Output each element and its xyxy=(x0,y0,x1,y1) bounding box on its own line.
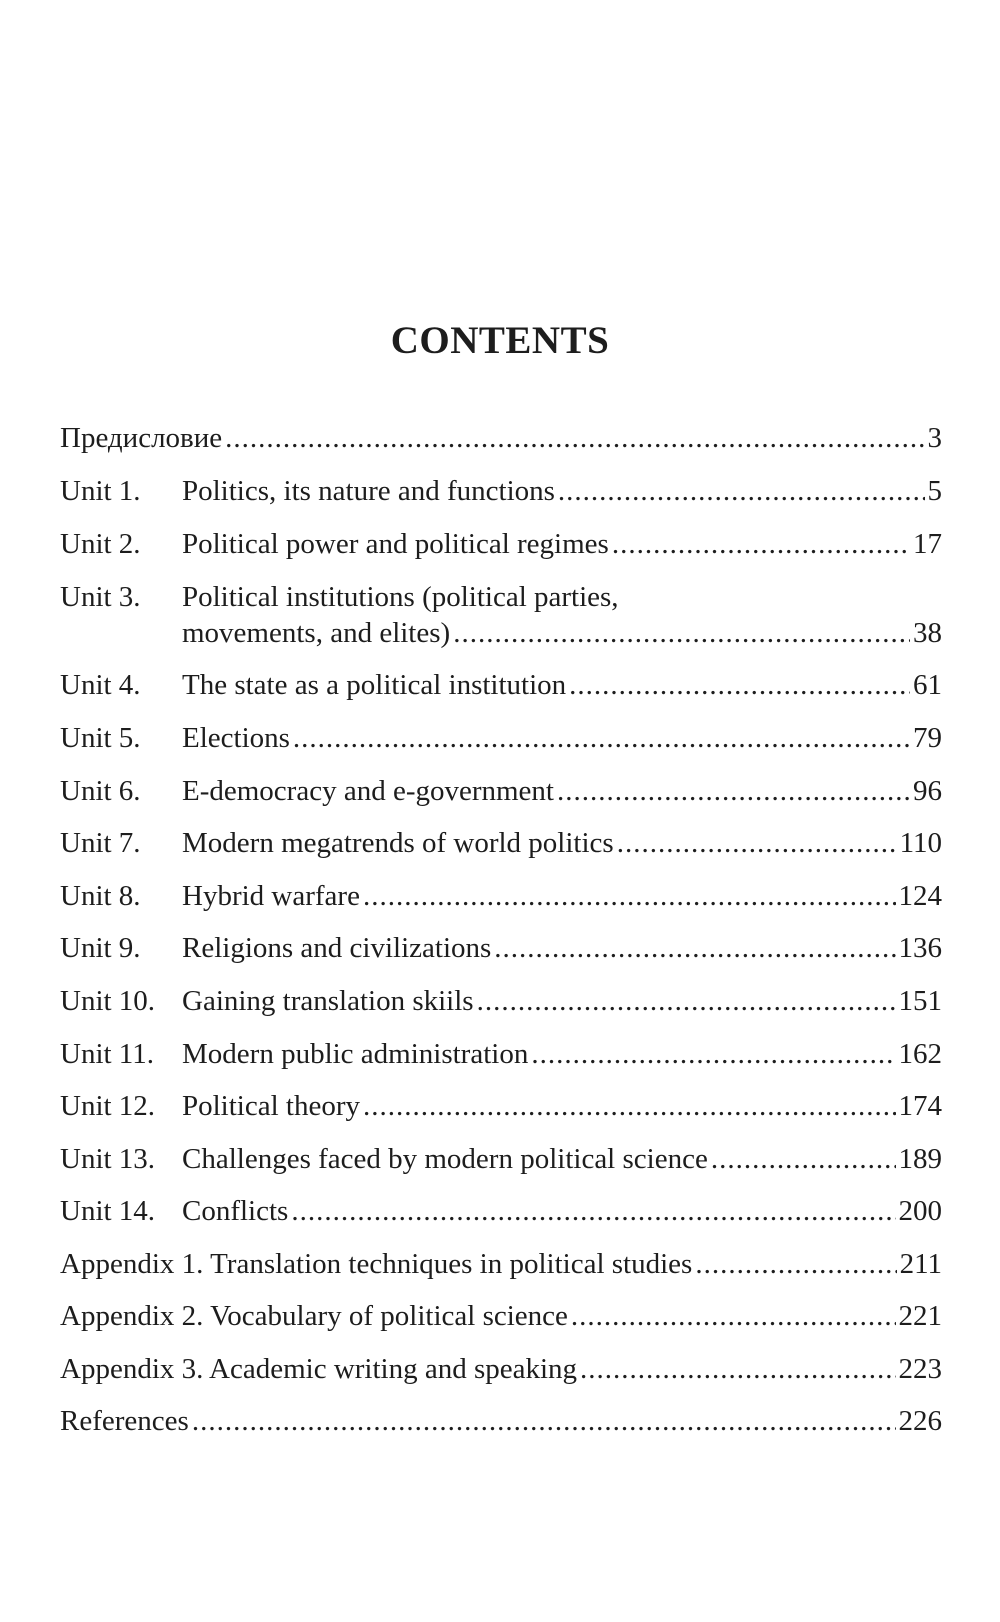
toc-entry-title: E-democracy and e-government xyxy=(182,775,554,807)
toc-entry-page: 17 xyxy=(913,528,942,560)
toc-entry-title: Appendix 2. Vocabulary of political science xyxy=(60,1300,568,1332)
toc-entry-label: Unit 4. xyxy=(60,669,141,701)
toc-entry-unit-3[interactable] xyxy=(60,579,942,651)
toc-entry-unit-13[interactable] xyxy=(60,1141,942,1177)
dot-leader xyxy=(293,720,910,756)
toc-entry-title: Appendix 1. Translation techniques in political studies xyxy=(60,1248,693,1280)
toc-entry-page: 136 xyxy=(898,932,942,964)
toc-entry-title: movements, and elites) xyxy=(182,617,451,649)
toc-entry-unit-9[interactable] xyxy=(60,930,942,966)
toc-entry-page: 223 xyxy=(898,1353,942,1385)
dot-leader xyxy=(695,1246,896,1282)
dot-leader xyxy=(494,930,895,966)
toc-entry-page: 61 xyxy=(913,669,942,701)
dot-leader xyxy=(617,825,897,861)
toc-entry-label: Unit 2. xyxy=(60,528,141,560)
toc-entry-unit-14[interactable] xyxy=(60,1193,942,1229)
toc-entry-title: Political power and political regimes xyxy=(182,528,609,560)
toc-entry-page: 174 xyxy=(898,1090,942,1122)
page-title: CONTENTS xyxy=(390,319,610,362)
toc-entry-title: Hybrid warfare xyxy=(182,880,360,912)
toc-entry-page: 211 xyxy=(899,1248,942,1280)
toc-entry-unit-4[interactable] xyxy=(60,667,942,703)
dot-leader xyxy=(192,1403,896,1439)
toc-entry-unit-6[interactable] xyxy=(60,773,942,809)
toc-entry-unit-11[interactable] xyxy=(60,1036,942,1072)
toc-entry-page: 226 xyxy=(898,1405,942,1437)
toc-entry-page: 5 xyxy=(927,475,942,507)
toc-entry-appendix-2[interactable] xyxy=(60,1298,942,1334)
toc-entry-page: 110 xyxy=(899,827,942,859)
toc-entry-title-line-1: Political institutions (political parties, xyxy=(182,581,619,613)
toc-entry-label: Unit 9. xyxy=(60,932,141,964)
toc-entry-label: Unit 13. xyxy=(60,1143,156,1175)
toc-entry-label: Unit 6. xyxy=(60,775,141,807)
dot-leader xyxy=(558,473,925,509)
toc-entry-title: Предисловие xyxy=(60,422,223,454)
toc-entry-label: Unit 8. xyxy=(60,880,141,912)
dot-leader xyxy=(612,526,910,562)
toc-entry-unit-10[interactable] xyxy=(60,983,942,1019)
toc-entry-page: 200 xyxy=(898,1195,942,1227)
dot-leader xyxy=(363,878,896,914)
toc-entry-label: Unit 12. xyxy=(60,1090,156,1122)
toc-entry-label: Unit 7. xyxy=(60,827,141,859)
toc-entry-title: Conflicts xyxy=(182,1195,289,1227)
toc-entry-appendix-3[interactable] xyxy=(60,1351,942,1387)
dot-leader xyxy=(571,1298,896,1334)
toc-entry-page: 96 xyxy=(913,775,942,807)
toc-entry-label: Unit 1. xyxy=(60,475,141,507)
toc-entry-page: 151 xyxy=(898,985,942,1017)
toc-entry-label: Unit 3. xyxy=(60,581,141,613)
toc-entry-title: Politics, its nature and functions xyxy=(182,475,555,507)
toc-entry-title: The state as a political institution xyxy=(182,669,567,701)
dot-leader xyxy=(711,1141,896,1177)
dot-leader xyxy=(363,1088,896,1124)
dot-leader xyxy=(453,615,910,651)
toc-entry-title: Gaining translation skiils xyxy=(182,985,474,1017)
dot-leader xyxy=(557,773,910,809)
toc-entry-appendix-1[interactable] xyxy=(60,1246,942,1282)
toc-entry-unit-12[interactable] xyxy=(60,1088,942,1124)
toc-entry-title: Appendix 3. Academic writing and speaking xyxy=(60,1353,578,1385)
toc-entry-unit-7[interactable] xyxy=(60,825,942,861)
toc-entry-page: 162 xyxy=(898,1038,942,1070)
dot-leader xyxy=(531,1036,895,1072)
toc-entry-label: Unit 10. xyxy=(60,985,156,1017)
toc-entry-title: Modern public administration xyxy=(182,1038,529,1070)
toc-entry-page: 38 xyxy=(913,617,942,649)
toc-entry-references[interactable] xyxy=(60,1403,942,1439)
toc-entry-page: 221 xyxy=(898,1300,942,1332)
dot-leader xyxy=(580,1351,895,1387)
toc-entry-label: Unit 5. xyxy=(60,722,141,754)
toc-entry-title: Political theory xyxy=(182,1090,360,1122)
toc-entry-page: 3 xyxy=(927,422,942,454)
toc-entry-page: 124 xyxy=(898,880,942,912)
toc-entry-title: Religions and civilizations xyxy=(182,932,492,964)
toc-entry-unit-5[interactable] xyxy=(60,720,942,756)
dot-leader xyxy=(225,420,924,456)
toc-entry-title: Modern megatrends of world politics xyxy=(182,827,614,859)
toc-entry-label: Unit 14. xyxy=(60,1195,156,1227)
toc-entry-title: References xyxy=(60,1405,189,1437)
dot-leader xyxy=(477,983,896,1019)
toc-entry-title: Elections xyxy=(182,722,290,754)
dot-leader xyxy=(291,1193,895,1229)
toc-entry-label: Unit 11. xyxy=(60,1038,154,1070)
toc-entry-title: Challenges faced by modern political science xyxy=(182,1143,708,1175)
toc-entry-unit-2[interactable] xyxy=(60,526,942,562)
toc-entry-page: 189 xyxy=(898,1143,942,1175)
dot-leader xyxy=(569,667,910,703)
toc-entry-unit-8[interactable] xyxy=(60,878,942,914)
toc-entry-unit-1[interactable] xyxy=(60,473,942,509)
toc-entry-page: 79 xyxy=(913,722,942,754)
toc-entry-preface[interactable] xyxy=(60,420,942,456)
